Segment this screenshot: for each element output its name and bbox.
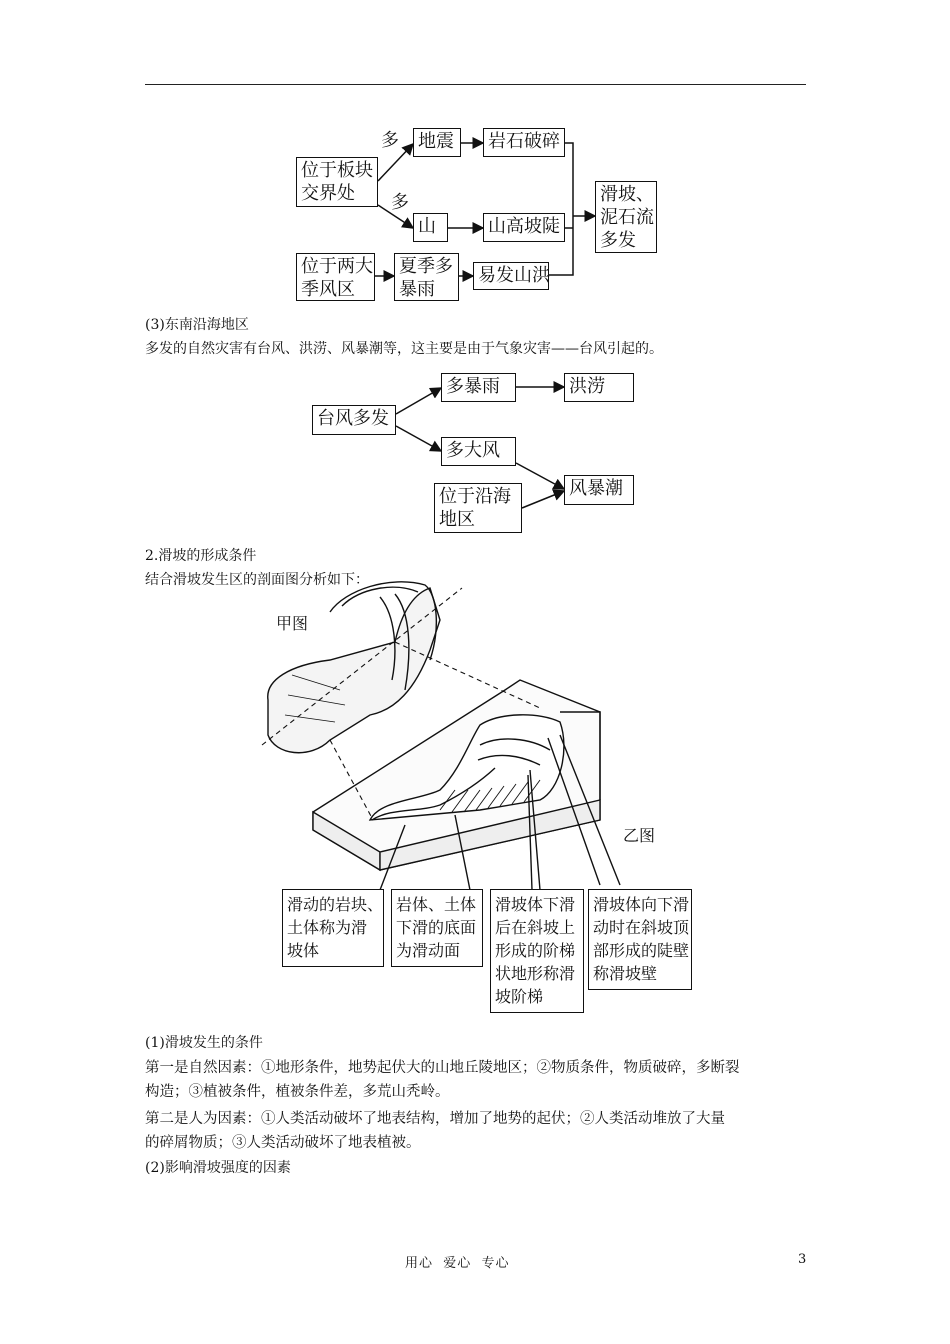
- flow-box-plate-boundary: 位于板块 交界处: [296, 157, 378, 207]
- flow-box-mountain-steep: 山高坡陡: [483, 213, 565, 242]
- landslide-intro: 结合滑坡发生区的剖面图分析如下：: [145, 572, 369, 588]
- label-more-2: 多: [391, 192, 409, 213]
- body-p1: (1)滑坡发生的条件: [145, 1035, 263, 1051]
- flow-box-flood: 洪涝: [564, 373, 634, 402]
- flow-box-flood-prone: 易发山洪: [473, 262, 549, 290]
- figure-label-yi: 乙图: [623, 826, 656, 845]
- page-number: 3: [798, 1252, 807, 1267]
- flow-box-earthquake: 地震: [413, 128, 461, 157]
- footer-motto: 用心 爱心 专心: [405, 1256, 510, 1271]
- landslide-heading: 2.滑坡的形成条件: [145, 548, 257, 564]
- flow-box-typhoon: 台风多发: [312, 405, 396, 435]
- caption-landslide-steps: 滑坡体下滑 后在斜坡上 形成的阶梯 状地形称滑 坡阶梯: [490, 889, 584, 1013]
- label-more-1: 多: [381, 130, 399, 151]
- body-p3b: 的碎屑物质；③人类活动破坏了地表植被。: [145, 1135, 421, 1151]
- body-p2b: 构造；③植被条件，植被条件差，多荒山秃岭。: [145, 1084, 450, 1100]
- body-p2a: 第一是自然因素：①地形条件，地势起伏大的山地丘陵地区；②物质条件，物质破碎，多断裂: [145, 1060, 740, 1076]
- section3-text: 多发的自然灾害有台风、洪涝、风暴潮等，这主要是由于气象灾害——台风引起的。: [145, 341, 663, 357]
- flow-box-rainstorm: 多暴雨: [441, 373, 516, 402]
- caption-landslide-wall: 滑坡体向下滑 动时在斜坡顶 部形成的陡壁 称滑坡壁: [588, 889, 692, 990]
- body-p3a: 第二是人为因素：①人类活动破坏了地表结构，增加了地势的起伏；②人类活动堆放了大量: [145, 1111, 725, 1127]
- figure-label-jia: 甲图: [276, 614, 309, 633]
- section3-heading: (3)东南沿海地区: [145, 317, 249, 333]
- flow-box-mountain: 山: [413, 213, 448, 242]
- flow-box-wind: 多大风: [441, 437, 516, 466]
- flow-box-landslide-result: 滑坡、 泥石流 多发: [595, 181, 657, 253]
- body-p4: (2)影响滑坡强度的因素: [145, 1160, 291, 1176]
- caption-landslide-body: 滑动的岩块、 土体称为滑 坡体: [282, 889, 384, 967]
- flow-box-coastal: 位于沿海 地区: [434, 483, 522, 533]
- flow-box-rock-broken: 岩石破碎: [483, 128, 565, 157]
- flow-box-storm-surge: 风暴潮: [564, 475, 634, 505]
- caption-sliding-surface: 岩体、土体 下滑的底面 为滑动面: [391, 889, 483, 967]
- flow-box-summer-rain: 夏季多 暴雨: [394, 253, 459, 301]
- flow-box-monsoon: 位于两大 季风区: [296, 253, 375, 301]
